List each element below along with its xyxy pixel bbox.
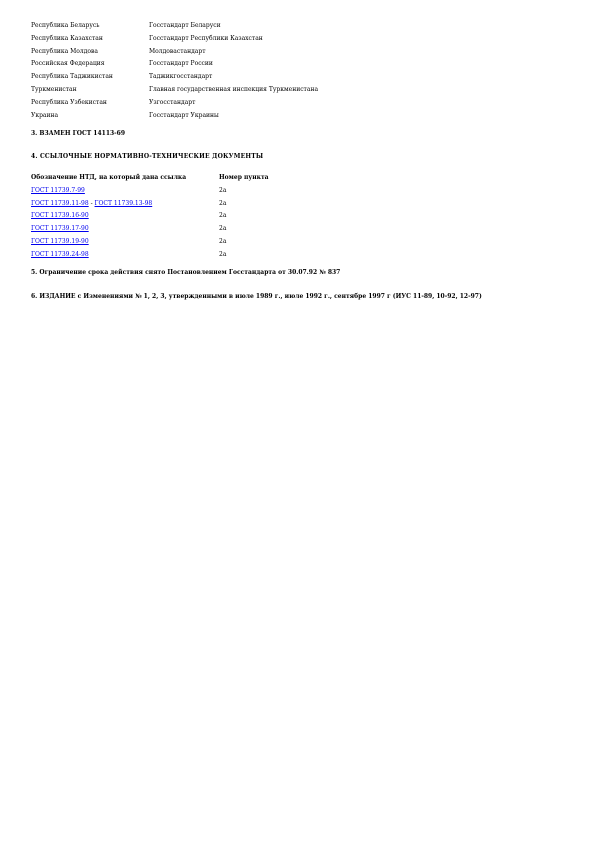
- reference-documents-table: [31, 172, 269, 262]
- standards-body: Госстандарт Республики Казахстан: [149, 34, 263, 42]
- standards-body: Госстандарт Беларуси: [149, 22, 221, 29]
- section-3-heading: 3. ВЗАМЕН ГОСТ 14113-69: [31, 130, 126, 137]
- table-row: [31, 185, 269, 198]
- gost-link[interactable]: ГОСТ 11739.7-99: [31, 186, 85, 194]
- country-name: Республика Молдова: [31, 47, 98, 55]
- table-row: [31, 46, 318, 59]
- standards-body: Госстандарт России: [149, 60, 213, 68]
- table-row: [31, 210, 269, 223]
- item-number: 2а: [219, 212, 227, 220]
- country-name: Республика Казахстан: [31, 34, 103, 42]
- gost-link[interactable]: ГОСТ 11739.19-90: [31, 237, 89, 245]
- table-row: [31, 33, 318, 46]
- country-standards-table: [31, 20, 318, 122]
- table-row: [31, 20, 318, 33]
- item-number: 2а: [219, 225, 227, 233]
- country-name: Республика Узбекистан: [31, 98, 107, 106]
- standards-body: Молдовастандарт: [149, 47, 206, 55]
- gost-link[interactable]: ГОСТ 11739.13-98: [94, 199, 153, 207]
- table-row: [31, 84, 318, 97]
- item-number: 2а: [219, 237, 227, 245]
- country-name: Республика Таджикистан: [31, 73, 113, 81]
- section-5-text: 5. Ограничение срока действия снято Постановлением Госстандарта от 30.07.92 № 837: [31, 269, 341, 276]
- table-row: [31, 97, 318, 110]
- country-name: Республика Беларусь: [31, 22, 100, 29]
- item-number: 2а: [219, 186, 227, 194]
- section-4-heading: 4. ССЫЛОЧНЫЕ НОРМАТИВНО-ТЕХНИЧЕСКИЕ ДОКУМЕНТЫ: [31, 153, 264, 160]
- country-name: Российская Федерация: [31, 60, 105, 68]
- gost-link[interactable]: ГОСТ 11739.16-90: [31, 212, 89, 220]
- table-row: [31, 71, 318, 84]
- gost-link[interactable]: ГОСТ 11739.11-98: [31, 199, 89, 207]
- section-6-text: 6. ИЗДАНИЕ с Изменениями № 1, 2, 3, утвержденными в июле 1989 г., июле 1992 г., сентябре 1997 г (ИУС 11-89, 10-92, 12-97): [31, 293, 482, 300]
- table-row: [31, 198, 269, 211]
- table-row: [31, 223, 269, 236]
- column-header-item: Номер пункта: [219, 174, 269, 181]
- gost-link[interactable]: ГОСТ 11739.24-98: [31, 250, 89, 258]
- item-number: 2а: [219, 199, 227, 207]
- table-row: [31, 236, 269, 249]
- standards-body: Узгосстандарт: [149, 98, 196, 106]
- standards-body: Главная государственная инспекция Туркменистана: [149, 85, 319, 93]
- column-header-document: Обозначение НТД, на который дана ссылка: [31, 174, 187, 181]
- country-name: Туркменистан: [31, 85, 77, 93]
- country-name: Украина: [31, 111, 59, 119]
- table-row: [31, 58, 318, 71]
- table-row: [31, 249, 269, 262]
- item-number: 2а: [219, 250, 227, 258]
- table-row: [31, 110, 318, 123]
- standards-body: Таджикгосстандарт: [149, 73, 213, 81]
- range-separator: -: [88, 199, 95, 207]
- standards-body: Госстандарт Украины: [149, 111, 219, 119]
- table-header-row: [31, 172, 269, 185]
- gost-link[interactable]: ГОСТ 11739.17-90: [31, 225, 89, 233]
